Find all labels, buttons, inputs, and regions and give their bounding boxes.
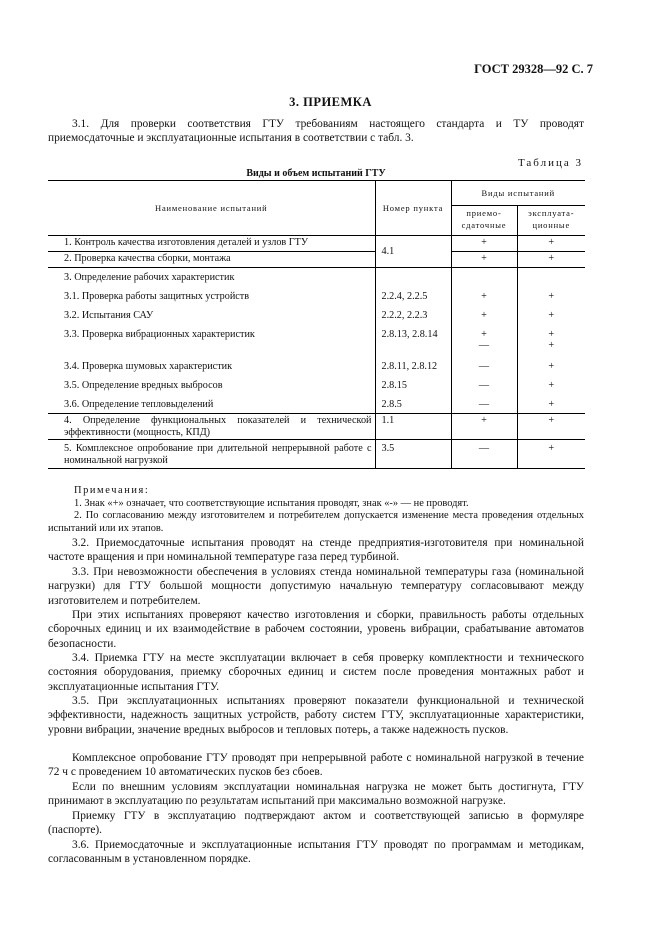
col-acceptance-header: приемо- сдаточные	[451, 206, 517, 236]
paragraph: 3.2. Приемосдаточные испытания проводят на стенде предприятия-изготовителя при номинальной частоте вращения и при номинальной температуре газа перед турбиной.	[48, 537, 584, 564]
paragraph: 3.4. Приемка ГТУ на месте эксплуатации включает в себя проверку комплектности и технического состояния оборудования, приемку сборочных единиц и систем после проведения монтажных работ и эксплуатационные испытания ГТУ.	[48, 652, 584, 693]
row-acc: +	[451, 306, 517, 325]
row-op: +	[517, 440, 585, 469]
row-point: 4.1	[375, 236, 451, 268]
table-row	[48, 268, 585, 287]
paragraph: Приемку ГТУ в эксплуатацию подтверждают актом и соответствующей записью в формуляре (паспорте).	[48, 810, 584, 837]
row-point: 1.1	[375, 414, 451, 440]
row-acc: —	[451, 395, 517, 414]
table-row	[48, 325, 585, 357]
row-op: + +	[517, 325, 585, 357]
paragraph: 3.5. При эксплуатационных испытаниях проверяют показатели функциональной и технической эффективности, надежность защитных устройств, работу систем ГТУ, эксплуатационные характеристики, уровни вибрации, значение вредных выбросов и тепловых потерь, а также надежность пусков.	[48, 695, 584, 736]
table-row	[48, 287, 585, 306]
table-notes	[48, 485, 584, 535]
row-op	[517, 268, 585, 287]
page-header: ГОСТ 29328—92 С. 7	[474, 62, 593, 76]
row-op: +	[517, 395, 585, 414]
row-name: 3.5. Определение вредных выбросов	[64, 379, 223, 391]
table-label: Таблица 3	[517, 157, 583, 169]
row-point: 2.2.4, 2.2.5	[375, 287, 451, 306]
row-name: 5. Комплексное опробование при длительной непрерывной работе с номинальной нагрузкой	[48, 440, 375, 469]
row-op: +	[517, 414, 585, 440]
table-row	[48, 395, 585, 414]
table-row	[48, 306, 585, 325]
table-row	[48, 376, 585, 395]
row-name: 3.6. Определение тепловыделений	[48, 395, 375, 414]
notes-title: Примечания:	[74, 485, 150, 496]
row-acc: —	[451, 376, 517, 395]
paragraph: 3.6. Приемосдаточные и эксплуатационные испытания ГТУ проводят по программам и методикам, согласованным в установленном порядке.	[48, 839, 584, 866]
row-name: 2. Проверка качества сборки, монтажа	[48, 252, 375, 268]
paragraph: Если по внешним условиям эксплуатации номинальная нагрузка не может быть достигнута, ГТУ принимают в эксплуатацию по результатам испытаний при максимально возможной нагрузке.	[48, 781, 584, 808]
table-row	[48, 236, 585, 252]
col-name-header: Наименование испытаний	[48, 181, 375, 236]
row-acc	[451, 268, 517, 287]
row-point: 2.2.2, 2.2.3	[375, 306, 451, 325]
row-op: +	[517, 306, 585, 325]
table-caption: Виды и объем испытаний ГТУ	[246, 168, 386, 179]
row-acc: —	[451, 357, 517, 376]
note-1: 1. Знак «+» означает, что соответствующие испытания проводят, знак «-» — не проводят.	[74, 497, 469, 509]
row-op: +	[517, 287, 585, 306]
intro-paragraph: 3.1. Для проверки соответствия ГТУ требованиям настоящего стандарта и ТУ проводят приемосдаточные и эксплуатационные испытания в соответствии с табл. 3.	[48, 118, 584, 145]
row-acc: +	[451, 236, 517, 252]
row-name: 4. Определение функциональных показателей и технической эффективности (мощность, КПД)	[48, 414, 375, 440]
paragraph: Комплексное опробование ГТУ проводят при непрерывной работе с номинальной нагрузкой в течение 72 ч с проведением 10 автоматических пусков без сбоев.	[48, 752, 584, 779]
row-name: 3.2. Испытания САУ	[64, 309, 154, 321]
row-op: +	[517, 357, 585, 376]
row-name: 3.3. Проверка вибрационных характеристик	[64, 328, 255, 340]
row-point: 2.8.15	[375, 376, 451, 395]
row-op: +	[517, 252, 585, 268]
row-point: 2.8.13, 2.8.14	[375, 325, 451, 357]
paragraph: 3.3. При невозможности обеспечения в условиях стенда номинальной температуры газа (номинальной нагрузки) для ГТУ большой мощности допустимую начальную температуру согласовывают между изготовителем и потребителем.	[48, 566, 584, 607]
row-op: +	[517, 376, 585, 395]
table-header-row	[48, 181, 585, 206]
row-point: 3.5	[375, 440, 451, 469]
row-name: 3.4. Проверка шумовых характеристик	[64, 360, 233, 372]
row-acc: +	[451, 287, 517, 306]
row-point: 2.8.5	[375, 395, 451, 414]
row-acc: +	[451, 414, 517, 440]
row-point: 2.8.11, 2.8.12	[375, 357, 451, 376]
section-title: 3. ПРИЕМКА	[289, 95, 372, 109]
tests-table	[48, 180, 585, 469]
row-name: 3. Определение рабочих характеристик	[64, 272, 235, 283]
row-name: 1. Контроль качества изготовления деталей и узлов ГТУ	[48, 236, 375, 252]
row-op: +	[517, 236, 585, 252]
table-row	[48, 252, 585, 268]
note-2: 2. По согласованию между изготовителем и потребителем допускается изменение места проведения отдельных испытаний или их этапов.	[48, 510, 584, 534]
row-acc: + —	[451, 325, 517, 357]
row-acc: +	[451, 252, 517, 268]
col-point-header: Номер пункта	[375, 181, 451, 236]
table-row	[48, 357, 585, 376]
row-acc: —	[451, 440, 517, 469]
row-name: 3.1. Проверка работы защитных устройств	[64, 290, 250, 302]
col-kinds-header: Виды испытаний	[451, 181, 585, 206]
table-row	[48, 414, 585, 440]
paragraph: При этих испытаниях проверяют качество изготовления и сборки, правильность работы отдельных сборочных единиц и их взаимодействие в рабочем состоянии, уровень вибрации, срабатывание автоматов безопасности.	[48, 609, 584, 650]
col-operational-header: эксплуата- ционные	[517, 206, 585, 236]
row-point	[375, 268, 451, 287]
table-row	[48, 440, 585, 469]
